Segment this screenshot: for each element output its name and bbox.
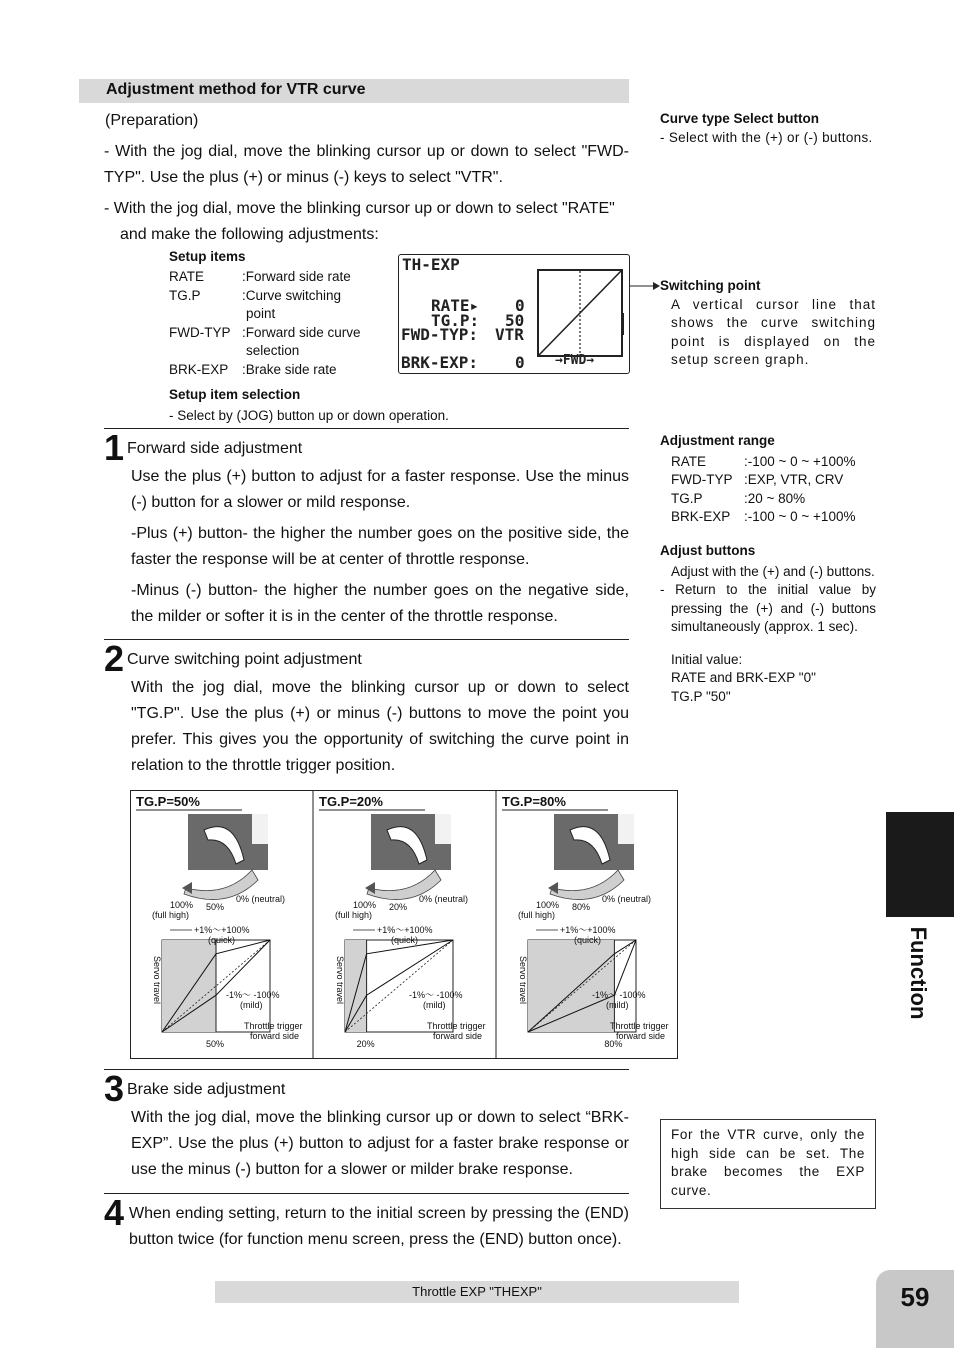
neutral-label: 0% (neutral) [419,894,469,904]
lcd-tgp-label: TG.P: [431,311,480,330]
note-text: For the VTR curve, only the high side can be set. The brake becomes the EXP curve. [671,1127,865,1198]
step-4-rule [104,1193,629,1194]
setup-key: FWD-TYP [169,324,231,340]
step-1-title: Forward side adjustment [127,440,303,457]
lcd-brk-label: BRK-EXP: [401,353,479,372]
mild-pct-label: -1%～ -100% [226,990,280,1000]
step-1-rule [104,428,629,429]
mid-label: 50% [206,902,225,912]
setup-key: RATE [169,269,205,284]
quick-label: (quick) [208,935,236,945]
step-4-text [129,1201,629,1253]
sidebar-switching-point [660,277,876,370]
lcd-screen [398,254,630,374]
range-val: :20 ~ 80% [744,490,806,506]
step-1-para-3: -Minus (-) button- the higher the number goes on the negative side, the milder or softer it is in the center of the throttle response. [131,582,629,625]
lcd-tgp-value: 50 [505,311,525,330]
full-high-label: (full high) [152,910,190,920]
lcd-brk-value: 0 [515,353,525,372]
graph-shade [345,940,367,1032]
step-1-para-2: -Plus (+) button- the higher the number goes on the positive side, the faster the response will be at center of throttle response. [131,525,629,568]
mild-label: (mild) [240,1000,263,1010]
mild-pct-label: -1%～ -100% [409,990,463,1000]
initial-line-2: TG.P "50" [671,688,731,704]
setup-val: :Forward side rate [242,269,351,284]
trigger-label-2: forward side [250,1031,300,1041]
prep-bullet-2b: and make the following adjustments: [120,226,379,243]
adjust-heading: Adjust buttons [660,543,756,558]
switching-text: A vertical cursor line that shows the curve switching point is displayed on the setup screen graph. [671,296,876,367]
sidebar-adjust-buttons [660,542,876,706]
lcd-title: TH-EXP [402,255,460,274]
full-label: 100% [353,900,377,910]
curve-type-heading: Curve type Select button [660,111,820,126]
adjust-text-1: Adjust with the (+) and (-) buttons. [671,563,875,579]
prep-bullet-2a: - With the jog dial, move the blinking cursor up or down to select "RATE" [104,200,615,217]
full-high-label: (full high) [518,910,556,920]
graph-shade [528,940,614,1032]
step-4-title: When ending setting, return to the initial screen by pressing the (END) button twice (for function menu screen, press the (END) button once). [129,1205,629,1248]
trigger-label-1: Throttle trigger [610,1021,669,1031]
full-high-label: (full high) [335,910,373,920]
setup-items-list [169,268,389,379]
trigger-label-1: Throttle trigger [427,1021,486,1031]
trigger-label-1: Throttle trigger [244,1021,303,1031]
setup-key: BRK-EXP [169,361,229,377]
step-4-number: 4 [104,1192,125,1233]
range-key: BRK-EXP [671,509,731,524]
lcd-curve-graph [537,269,623,357]
prep-bullet-1: - With the jog dial, move the blinking cursor up or down to select "FWD-TYP". Use the plus (+) or minus (-) keys to select "VTR". [104,143,629,186]
section-title: Adjustment method for VTR curve [106,81,366,98]
step-1-para-1: Use the plus (+) button to adjust for a faster response. Use the minus (-) button for a slower or mild response. [131,468,629,511]
setup-val: selection [246,343,300,358]
setup-key: TG.P [169,287,201,303]
quick-label: (quick) [574,935,602,945]
quick-label: (quick) [391,935,419,945]
setup-selection-heading: Setup item selection [169,387,301,402]
range-val: :-100 ~ 0 ~ +100% [744,509,856,524]
setup-val: point [246,306,276,321]
step-2-para-1: With the jog dial, move the blinking cursor up or down to select "TG.P". Use the plus (+) or minus (-) buttons to move the point you prefer. This gives you the opportunity of switching the curve point in relation to the throttle trigger position. [131,679,629,774]
lcd-fwd-value: VTR [495,325,524,344]
tgp-diagrams [130,790,678,1059]
note-box [660,1119,876,1209]
step-3-title: Brake side adjustment [127,1081,286,1098]
switching-heading: Switching point [660,278,761,293]
trigger-label-2: forward side [616,1031,666,1041]
step-3-para-1: With the jog dial, move the blinking cursor up or down to select “BRK-EXP”. Use the plus (+) button to adjust for a faster brake response or use the minus (-) button for a slower or milder brake response. [131,1109,629,1178]
lcd-fwd-arrow: →FWD→ [555,353,595,368]
sidebar-adjustment-range [660,432,876,527]
side-tab-block [886,812,954,917]
range-val: :-100 ~ 0 ~ +100% [744,453,856,469]
servo-travel-label: Servo travel [518,956,528,1005]
adjust-text-2: - Return to the initial value by pressing the (+) and (-) buttons simultaneously (approx. 1 sec). [660,582,876,634]
trigger-label-2: forward side [433,1031,483,1041]
lcd-cursor-mark [623,313,627,335]
side-tab-label: Function [906,926,931,1020]
transmitter-notch [618,814,634,844]
servo-travel-label: Servo travel [335,956,345,1005]
range-key: TG.P [671,490,703,506]
quick-pct-label: +1%～+100% [194,925,250,935]
step-3-number: 3 [104,1068,125,1109]
lcd-fwd-label: FWD-TYP: [401,325,479,344]
mid-label: 20% [389,902,408,912]
diagram-label: TG.P=50% [136,794,200,809]
transmitter-notch [252,814,268,844]
tgp-diagram-svg [130,790,678,1059]
bottom-pct-label: 20% [356,1039,375,1049]
mild-pct-label: -1%～ -100% [592,990,646,1000]
range-val: :EXP, VTR, CRV [744,472,844,487]
curve-type-text: - Select with the (+) or (-) buttons. [660,129,873,145]
diagram-label: TG.P=80% [502,794,566,809]
lcd-rate-value: 0 [515,296,525,315]
range-heading: Adjustment range [660,433,775,448]
neutral-label: 0% (neutral) [602,894,652,904]
setup-key [169,342,246,361]
step-1-number: 1 [104,427,125,468]
transmitter-notch [435,814,451,844]
setup-val: :Brake side rate [242,361,337,377]
neutral-label: 0% (neutral) [236,894,286,904]
setup-val: :Curve switching [242,287,342,303]
mild-label: (mild) [606,1000,629,1010]
lcd-rate-label: RATE▸ [431,296,480,315]
mid-label: 80% [572,902,591,912]
setup-items-heading: Setup items [169,249,246,264]
range-key: RATE [671,453,707,469]
step-3-rule [104,1069,629,1070]
diagram-label: TG.P=20% [319,794,383,809]
sidebar-curve-type [660,110,876,147]
initial-line-1: RATE and BRK-EXP "0" [671,670,816,685]
bottom-pct-label: 80% [604,1039,623,1049]
full-label: 100% [536,900,560,910]
range-key: FWD-TYP [671,472,733,487]
servo-travel-label: Servo travel [152,956,162,1005]
setup-val: :Forward side curve [242,324,361,340]
step-2-title: Curve switching point adjustment [127,651,362,668]
initial-label: Initial value: [671,651,743,667]
step-2-number: 2 [104,638,125,679]
footer-text: Throttle EXP "THEXP" [412,1284,542,1299]
mild-label: (mild) [423,1000,446,1010]
bottom-pct-label: 50% [206,1039,225,1049]
setup-key [169,305,246,324]
graph-shade [162,940,216,1032]
switching-point-pointer [629,278,661,294]
setup-selection-text: - Select by (JOG) button up or down operation. [169,408,449,423]
full-label: 100% [170,900,194,910]
quick-pct-label: +1%～+100% [377,925,433,935]
step-2-rule [104,639,629,640]
prep-label: (Preparation) [105,112,199,129]
page-number: 59 [900,1282,930,1312]
quick-pct-label: +1%～+100% [560,925,616,935]
